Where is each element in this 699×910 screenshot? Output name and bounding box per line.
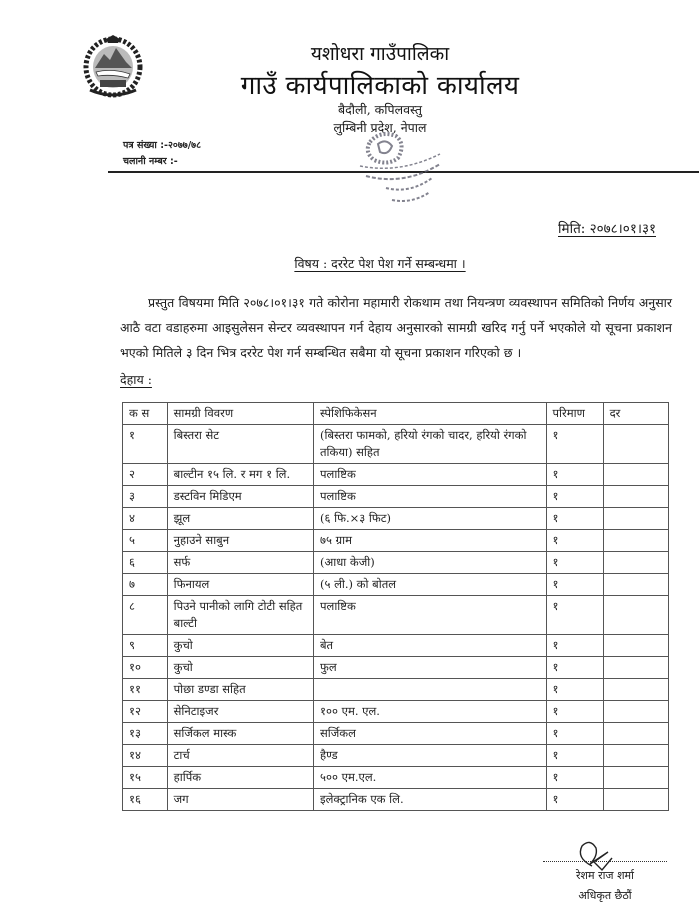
cell-quantity: १ xyxy=(546,701,603,723)
table-row xyxy=(123,486,669,508)
cell-rate[interactable] xyxy=(603,552,668,574)
letter-body: प्रस्तुत विषयमा मिति २०७८।०१।३१ गते कोरोना महामारी रोकथाम तथा नियन्त्रण व्यवस्थापन समितिको निर्णय अनुसार आठै वटा वडाहरुमा आइसुलेसन सेन्टर व्यवस्थापन गर्न देहाय अनुसारको सामग्री खरिद गर्नु पर्ने भएकोले यो सूचना प्रकाशन भएको मितिले ३ दिन भित्र दररेट पेश गर्न सम्बन्धित सबैमा यो सूचना प्रकाशन गरिएको छ । xyxy=(120,295,672,360)
cell-item-description: बिस्तरा सेट xyxy=(167,425,313,464)
cell-item-description: सर्जिकल मास्क xyxy=(167,723,313,745)
table-row xyxy=(123,789,669,811)
cell-quantity: १ xyxy=(546,635,603,657)
cell-specification: बेत xyxy=(313,635,546,657)
table-row xyxy=(123,679,669,701)
table-row xyxy=(123,596,669,635)
cell-specification: इलेक्ट्रानिक एक लि. xyxy=(313,789,546,811)
letter-subject: विषय : दररेट पेश पेश गर्ने सम्बन्धमा । xyxy=(294,256,466,271)
cell-quantity: १ xyxy=(546,508,603,530)
cell-quantity: १ xyxy=(546,486,603,508)
cell-serial-number: १ xyxy=(123,425,168,464)
cell-item-description: सर्फ xyxy=(167,552,313,574)
cell-serial-number: ५ xyxy=(123,530,168,552)
cell-rate[interactable] xyxy=(603,723,668,745)
table-row xyxy=(123,508,669,530)
cell-specification: ५०० एम.एल. xyxy=(313,767,546,789)
cell-rate[interactable] xyxy=(603,486,668,508)
signatory-title: अधिकृत छैठौं xyxy=(578,889,632,902)
cell-serial-number: ९ xyxy=(123,635,168,657)
cell-serial-number: ६ xyxy=(123,552,168,574)
cell-serial-number: ११ xyxy=(123,679,168,701)
cell-item-description: झूल xyxy=(167,508,313,530)
cell-item-description: नुहाउने साबुन xyxy=(167,530,313,552)
cell-item-description: पिउने पानीको लागि टोटी सहित बाल्टी xyxy=(167,596,313,635)
header-rate: दर xyxy=(603,403,668,425)
items-table xyxy=(122,402,669,811)
header-quantity: परिमाण xyxy=(546,403,603,425)
cell-item-description: पोछा डण्डा सहित xyxy=(167,679,313,701)
cell-item-description: डस्टविन मिडिएम xyxy=(167,486,313,508)
cell-rate[interactable] xyxy=(603,789,668,811)
address-line-2: लुम्बिनी प्रदेश, नेपाल xyxy=(333,120,427,135)
cell-rate[interactable] xyxy=(603,530,668,552)
letter-date: मिति: २०७८।०१।३१ xyxy=(558,221,656,237)
cell-quantity: १ xyxy=(546,596,603,635)
cell-quantity: १ xyxy=(546,767,603,789)
cell-serial-number: ८ xyxy=(123,596,168,635)
header-item-description: सामग्री विवरण xyxy=(167,403,313,425)
table-row xyxy=(123,657,669,679)
cell-serial-number: ४ xyxy=(123,508,168,530)
table-row xyxy=(123,574,669,596)
cell-specification: फुल xyxy=(313,657,546,679)
cell-quantity: १ xyxy=(546,657,603,679)
table-row xyxy=(123,425,669,464)
cell-rate[interactable] xyxy=(603,508,668,530)
cell-specification: पलाष्टिक xyxy=(313,464,546,486)
signatory-name: रेशम राज शर्मा xyxy=(576,869,634,882)
cell-quantity: १ xyxy=(546,464,603,486)
cell-quantity: १ xyxy=(546,789,603,811)
cell-specification: (५ ली.) को बोतल xyxy=(313,574,546,596)
cell-rate[interactable] xyxy=(603,767,668,789)
office-name: गाउँ कार्यपालिकाको कार्यालय xyxy=(240,71,520,101)
municipality-name: यशोधरा गाउँपालिका xyxy=(310,43,450,65)
cell-rate[interactable] xyxy=(603,635,668,657)
cell-serial-number: २ xyxy=(123,464,168,486)
dispatch-number: चलानी नम्बर :- xyxy=(123,156,178,167)
table-header-row xyxy=(123,403,669,425)
table-row xyxy=(123,635,669,657)
cell-specification: (बिस्तरा फामको, हरियो रंगको चादर, हरियो रंगको तकिया) सहित xyxy=(313,425,546,464)
cell-serial-number: १६ xyxy=(123,789,168,811)
details-heading: देहाय : xyxy=(120,372,152,387)
cell-rate[interactable] xyxy=(603,464,668,486)
cell-rate[interactable] xyxy=(603,701,668,723)
cell-specification: (६ फि.×३ फिट) xyxy=(313,508,546,530)
cell-quantity: १ xyxy=(546,574,603,596)
cell-serial-number: १२ xyxy=(123,701,168,723)
cell-specification: पलाष्टिक xyxy=(313,486,546,508)
table-row xyxy=(123,723,669,745)
cell-serial-number: १५ xyxy=(123,767,168,789)
cell-serial-number: ३ xyxy=(123,486,168,508)
cell-rate[interactable] xyxy=(603,425,668,464)
letter-number: पत्र संख्या :-२०७७/७८ xyxy=(123,140,202,151)
cell-item-description: बाल्टीन १५ लि. र मग १ लि. xyxy=(167,464,313,486)
cell-item-description: हार्पिक xyxy=(167,767,313,789)
cell-quantity: १ xyxy=(546,552,603,574)
cell-item-description: जग xyxy=(167,789,313,811)
header-specification: स्पेशिफिकेसन xyxy=(313,403,546,425)
cell-specification: ७५ ग्राम xyxy=(313,530,546,552)
cell-item-description: टार्च xyxy=(167,745,313,767)
cell-item-description: कुचो xyxy=(167,635,313,657)
signature-line xyxy=(543,861,667,862)
cell-item-description: फिनायल xyxy=(167,574,313,596)
cell-rate[interactable] xyxy=(603,574,668,596)
office-stamp-seal xyxy=(340,130,450,210)
table-row xyxy=(123,530,669,552)
table-row xyxy=(123,767,669,789)
cell-quantity: १ xyxy=(546,745,603,767)
cell-quantity: १ xyxy=(546,723,603,745)
table-row xyxy=(123,701,669,723)
header-serial-number: क स xyxy=(123,403,168,425)
cell-specification: पलाष्टिक xyxy=(313,596,546,635)
table-row xyxy=(123,745,669,767)
cell-rate[interactable] xyxy=(603,657,668,679)
cell-specification: (आधा केजी) xyxy=(313,552,546,574)
cell-quantity: १ xyxy=(546,530,603,552)
cell-rate[interactable] xyxy=(603,596,668,635)
cell-quantity: १ xyxy=(546,679,603,701)
cell-item-description: सेनिटाइजर xyxy=(167,701,313,723)
table-row xyxy=(123,552,669,574)
cell-specification xyxy=(313,679,546,701)
cell-item-description: कुचो xyxy=(167,657,313,679)
cell-specification: हैण्ड xyxy=(313,745,546,767)
cell-rate[interactable] xyxy=(603,679,668,701)
cell-serial-number: १३ xyxy=(123,723,168,745)
table-row xyxy=(123,464,669,486)
cell-quantity: १ xyxy=(546,425,603,464)
cell-serial-number: १० xyxy=(123,657,168,679)
cell-rate[interactable] xyxy=(603,745,668,767)
cell-specification: सर्जिकल xyxy=(313,723,546,745)
cell-serial-number: १४ xyxy=(123,745,168,767)
cell-specification: १०० एम. एल. xyxy=(313,701,546,723)
cell-serial-number: ७ xyxy=(123,574,168,596)
address-line-1: बैदौली, कपिलवस्तु xyxy=(337,102,423,117)
